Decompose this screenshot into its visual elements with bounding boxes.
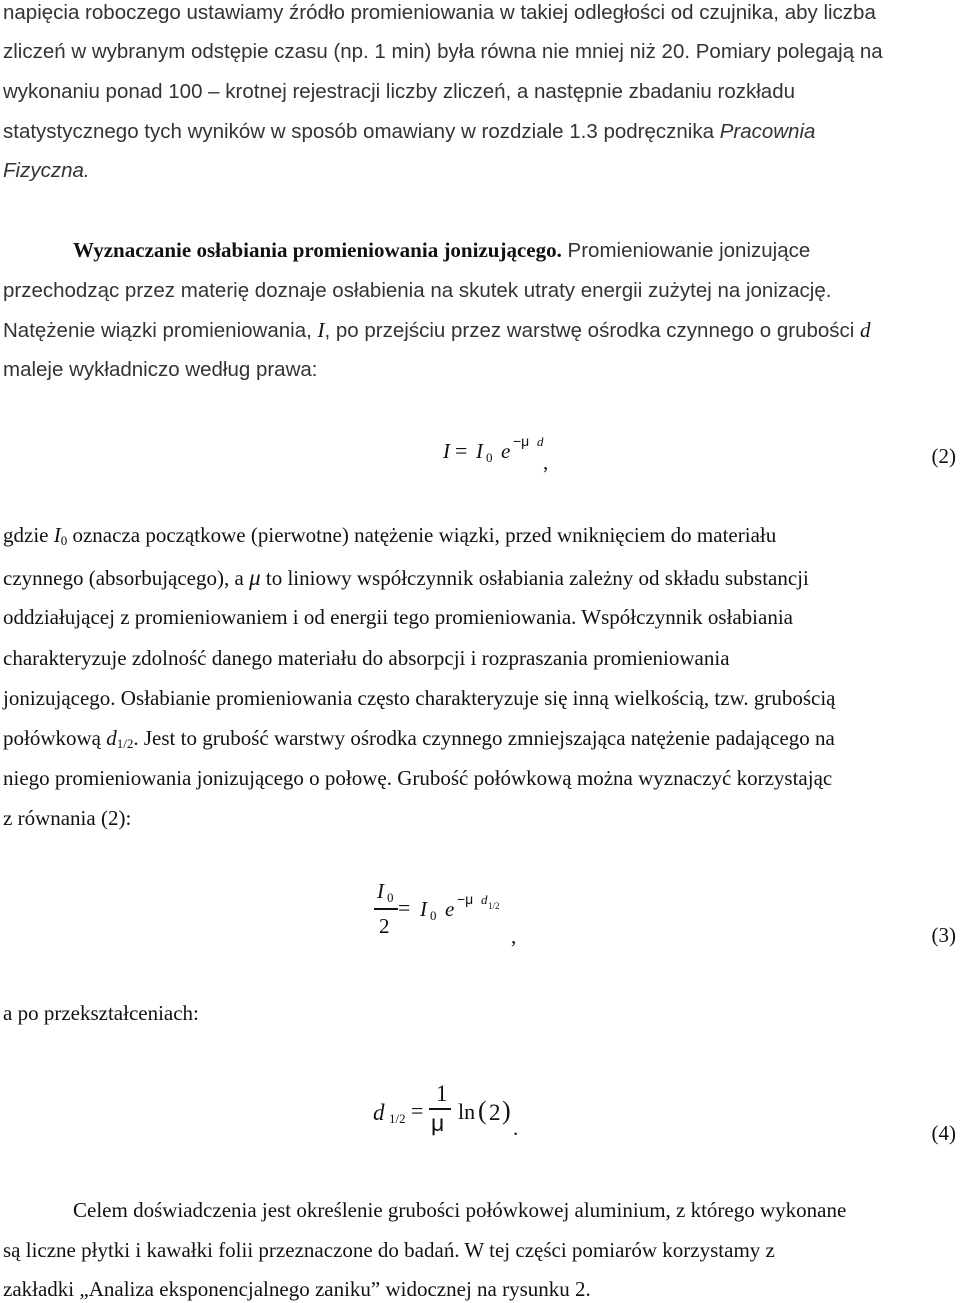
paragraph-line: zakładki „Analiza eksponencjalnego zaniku” widocznej na rysunku 2.: [3, 1277, 591, 1301]
eq-equals: =: [411, 1098, 424, 1123]
eq-equals: =: [398, 895, 411, 920]
eq-exponent-d: d: [481, 892, 488, 907]
paragraph-line: przechodząc przez materię doznaje osłabienia na skutek utraty energii zużytej na jonizację.: [3, 279, 832, 302]
paragraph-line: [3, 566, 809, 589]
book-title: Pracownia: [719, 120, 816, 143]
eq-two: 2: [489, 1100, 501, 1125]
subscript: 1/2: [116, 736, 134, 751]
eq-numerator: 1: [436, 1081, 448, 1106]
text-run: Natężenie wiązki promieniowania,: [3, 319, 318, 342]
symbol-mu: μ: [249, 565, 261, 590]
symbol-d: d: [106, 726, 117, 750]
eq-symbol-e: e: [501, 439, 511, 463]
eq-symbol-I: I: [443, 439, 450, 463]
paragraph-line: [3, 320, 871, 342]
eq-subscript-half: 1/2: [389, 1111, 406, 1126]
paragraph-line: oddziałującej z promieniowaniem i od energii tego promieniowania. Współczynnik osłabiania: [3, 605, 793, 629]
paragraph-line: [73, 240, 810, 262]
text-run: to liniowy współczynnik osłabiania zależny od składu substancji: [260, 566, 809, 590]
eq-subscript-zero: 0: [387, 890, 394, 905]
symbol-d: d: [860, 318, 871, 342]
book-title-continued: Fizyczna.: [3, 159, 90, 182]
eq-period: .: [513, 1116, 519, 1140]
text-run: połówkową: [3, 726, 107, 750]
eq-comma: ,: [511, 924, 517, 948]
text-run: statystycznego tych wyników w sposób omawiany w rozdziale 1.3 podręcznika: [3, 120, 720, 143]
paragraph-line: [3, 122, 815, 143]
eq-exponent-d: d: [537, 434, 544, 449]
paragraph-line: z równania (2):: [3, 806, 132, 830]
eq-symbol-e: e: [445, 897, 455, 921]
eq-ln: ln: [458, 1099, 476, 1124]
paragraph-line: maleje wykładniczo według prawa:: [3, 358, 318, 381]
text-run: , po przejściu przez warstwę ośrodka czynnego o grubości: [324, 319, 861, 342]
paragraph-line: a po przekształceniach:: [3, 1001, 199, 1025]
paragraph-line: [3, 728, 835, 749]
eq-symbol-d: d: [373, 1100, 385, 1125]
eq-symbol-I0: I: [476, 439, 483, 463]
text-run: oznacza początkowe (pierwotne) natężenie wiązki, przed wniknięciem do materiału: [67, 523, 777, 547]
symbol-I: I: [317, 318, 325, 342]
equation-number: (4): [931, 1121, 956, 1145]
paragraph-line: jonizującego. Osłabianie promieniowania często charakteryzuje się inną wielkością, tzw. grubością: [3, 686, 836, 710]
equation-number: (2): [931, 444, 956, 468]
paragraph-line: wykonaniu ponad 100 – krotnej rejestracji liczby zliczeń, a następnie zbadaniu rozkładu: [3, 80, 795, 103]
subscript: 0: [60, 533, 68, 548]
eq-denominator-mu: μ: [431, 1110, 445, 1136]
section-heading: Wyznaczanie osłabiania promieniowania jonizującego.: [73, 238, 562, 262]
equation-number: (3): [931, 923, 956, 947]
text-run: czynnego (absorbującego), a: [3, 566, 250, 590]
eq-symbol-I0: I: [420, 897, 427, 921]
text-run: . Jest to grubość warstwy ośrodka czynnego zmniejszająca natężenie padającego na: [133, 726, 835, 750]
eq-equals: =: [455, 438, 468, 463]
paragraph-line: niego promieniowania jonizującego o połowę. Grubość połówkową można wyznaczyć korzystając: [3, 766, 833, 790]
eq-subscript-zero: 0: [486, 450, 493, 465]
eq-exponent-mu: −μ: [513, 433, 530, 449]
eq-right-paren: ): [502, 1096, 511, 1125]
eq-exponent-subscript: 1/2: [488, 901, 500, 911]
paragraph-line: charakteryzuje zdolność danego materiału do absorpcji i rozpraszania promieniowania: [3, 646, 730, 670]
fraction-bar: [374, 908, 398, 910]
paragraph-line: zliczeń w wybranym odstępie czasu (np. 1 min) była równa nie mniej niż 20. Pomiary polegają na: [3, 40, 883, 63]
paragraph-line: są liczne płytki i kawałki folii przeznaczone do badań. W tej części pomiarów korzystamy z: [3, 1238, 775, 1262]
paragraph-line: napięcia roboczego ustawiamy źródło promieniowania w takiej odległości od czujnika, aby liczba: [3, 1, 876, 24]
eq-comma: ,: [543, 450, 549, 474]
eq-subscript-zero: 0: [430, 908, 437, 923]
text-run: gdzie: [3, 523, 54, 547]
eq-numerator-I: I: [377, 879, 384, 903]
eq-denominator: 2: [379, 914, 390, 938]
text-run: Promieniowanie jonizujące: [561, 239, 811, 262]
eq-exponent-mu: −μ: [457, 891, 474, 907]
paragraph-line: Celem doświadczenia jest określenie grubości połówkowej aluminium, z którego wykonane: [73, 1198, 847, 1222]
symbol-I0: I: [53, 523, 61, 547]
eq-left-paren: (: [478, 1096, 487, 1125]
paragraph-line: [3, 525, 776, 546]
